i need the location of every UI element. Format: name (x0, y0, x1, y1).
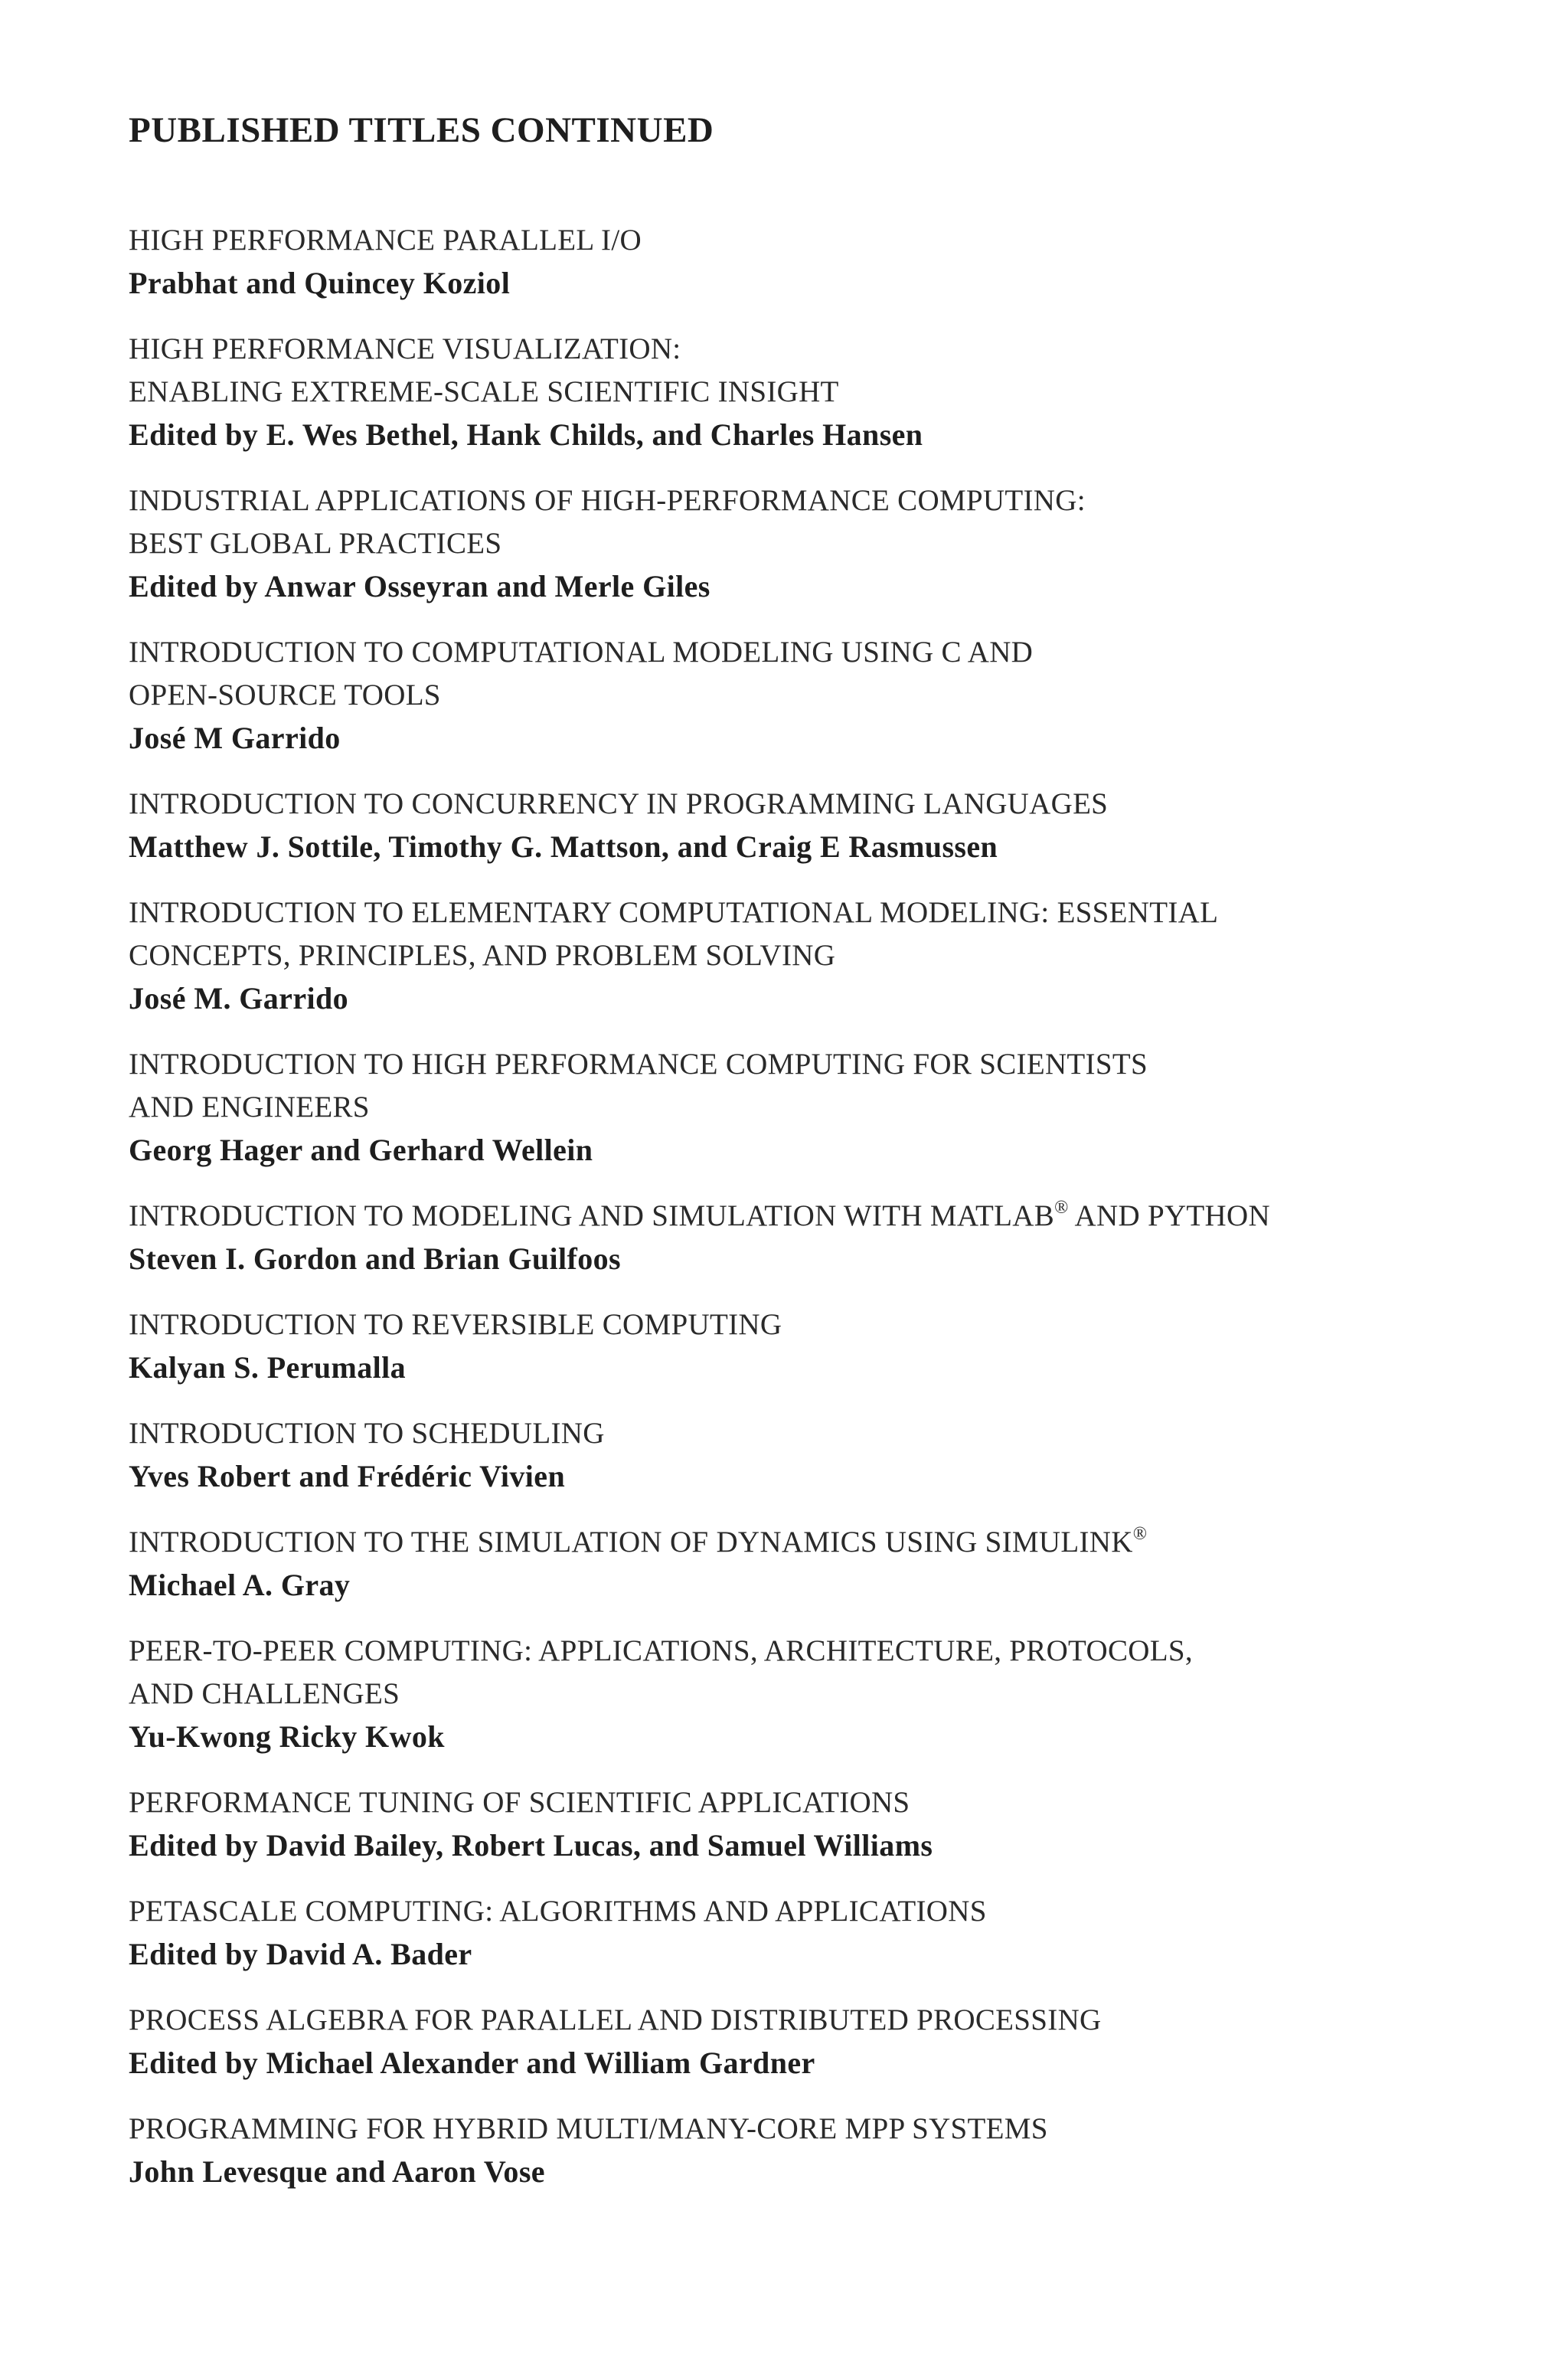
registered-mark: ® (1054, 1198, 1069, 1218)
book-author: Prabhat and Quincey Koziol (129, 266, 511, 300)
book-author: Edited by E. Wes Bethel, Hank Childs, and Charles Hansen (129, 417, 923, 452)
title-entry (129, 1890, 1476, 1976)
title-entry (129, 783, 1476, 868)
book-title-line: INTRODUCTION TO HIGH PERFORMANCE COMPUTING FOR SCIENTISTS (129, 1048, 1148, 1081)
title-entry (129, 891, 1476, 1020)
book-author: Edited by David Bailey, Robert Lucas, and Samuel Williams (129, 1828, 933, 1863)
book-title-line: INTRODUCTION TO REVERSIBLE COMPUTING (129, 1308, 782, 1341)
title-list (129, 219, 1476, 2193)
title-entry (129, 1303, 1476, 1389)
book-title-line: INTRODUCTION TO COMPUTATIONAL MODELING USING C AND (129, 636, 1034, 669)
book-author: José M. Garrido (129, 981, 349, 1016)
book-title-line: PROGRAMMING FOR HYBRID MULTI/MANY-CORE MPP SYSTEMS (129, 2112, 1048, 2145)
book-list-page (129, 107, 1476, 2216)
book-author: Michael A. Gray (129, 1568, 351, 1602)
book-title-line: INTRODUCTION TO MODELING AND SIMULATION WITH MATLAB® AND PYTHON (129, 1198, 1270, 1232)
book-author: Kalyan S. Perumalla (129, 1350, 407, 1385)
book-title-line: PETASCALE COMPUTING: ALGORITHMS AND APPLICATIONS (129, 1895, 987, 1928)
book-author: John Levesque and Aaron Vose (129, 2154, 545, 2189)
title-entry (129, 1521, 1476, 1607)
book-title-line: PROCESS ALGEBRA FOR PARALLEL AND DISTRIBUTED PROCESSING (129, 2003, 1102, 2036)
title-entry (129, 1999, 1476, 2085)
book-title-line: CONCEPTS, PRINCIPLES, AND PROBLEM SOLVING (129, 939, 836, 972)
title-entry (129, 1630, 1476, 1758)
book-author: Yves Robert and Frédéric Vivien (129, 1459, 566, 1493)
book-title-line: PERFORMANCE TUNING OF SCIENTIFIC APPLICATIONS (129, 1786, 910, 1819)
book-title-line: OPEN-SOURCE TOOLS (129, 679, 441, 711)
book-title-line: HIGH PERFORMANCE PARALLEL I/O (129, 224, 642, 257)
book-title-line: INTRODUCTION TO ELEMENTARY COMPUTATIONAL MODELING: ESSENTIAL (129, 896, 1219, 929)
book-author: Steven I. Gordon and Brian Guilfoos (129, 1241, 622, 1276)
page-heading: PUBLISHED TITLES CONTINUED (129, 110, 714, 150)
book-title-line: INTRODUCTION TO SCHEDULING (129, 1417, 605, 1450)
title-entry (129, 219, 1476, 305)
title-entry (129, 1043, 1476, 1172)
title-entry (129, 479, 1476, 608)
title-entry (129, 631, 1476, 760)
title-entry (129, 2108, 1476, 2193)
book-title-line: BEST GLOBAL PRACTICES (129, 527, 502, 560)
book-title-line: AND ENGINEERS (129, 1091, 370, 1123)
book-author: Yu-Kwong Ricky Kwok (129, 1719, 445, 1754)
title-entry (129, 1412, 1476, 1498)
book-title-line: HIGH PERFORMANCE VISUALIZATION: (129, 332, 681, 365)
book-title-line: INTRODUCTION TO THE SIMULATION OF DYNAMICS USING SIMULINK® (129, 1524, 1148, 1558)
book-author: Edited by Anwar Osseyran and Merle Giles (129, 569, 710, 603)
book-title-line: AND CHALLENGES (129, 1677, 400, 1710)
title-entry (129, 328, 1476, 456)
book-author: Georg Hager and Gerhard Wellein (129, 1133, 593, 1167)
book-author: Edited by Michael Alexander and William Gardner (129, 2046, 815, 2080)
title-entry (129, 1195, 1476, 1280)
book-author: Edited by David A. Bader (129, 1937, 472, 1971)
book-title-line: ENABLING EXTREME-SCALE SCIENTIFIC INSIGHT (129, 375, 839, 408)
book-title-line: INTRODUCTION TO CONCURRENCY IN PROGRAMMING LANGUAGES (129, 787, 1109, 820)
book-author: Matthew J. Sottile, Timothy G. Mattson, and Craig E Rasmussen (129, 829, 998, 864)
title-entry (129, 1781, 1476, 1867)
registered-mark: ® (1132, 1524, 1148, 1544)
book-title-line: INDUSTRIAL APPLICATIONS OF HIGH-PERFORMANCE COMPUTING: (129, 484, 1086, 517)
book-title-line: PEER-TO-PEER COMPUTING: APPLICATIONS, ARCHITECTURE, PROTOCOLS, (129, 1634, 1193, 1667)
book-author: José M Garrido (129, 721, 341, 755)
